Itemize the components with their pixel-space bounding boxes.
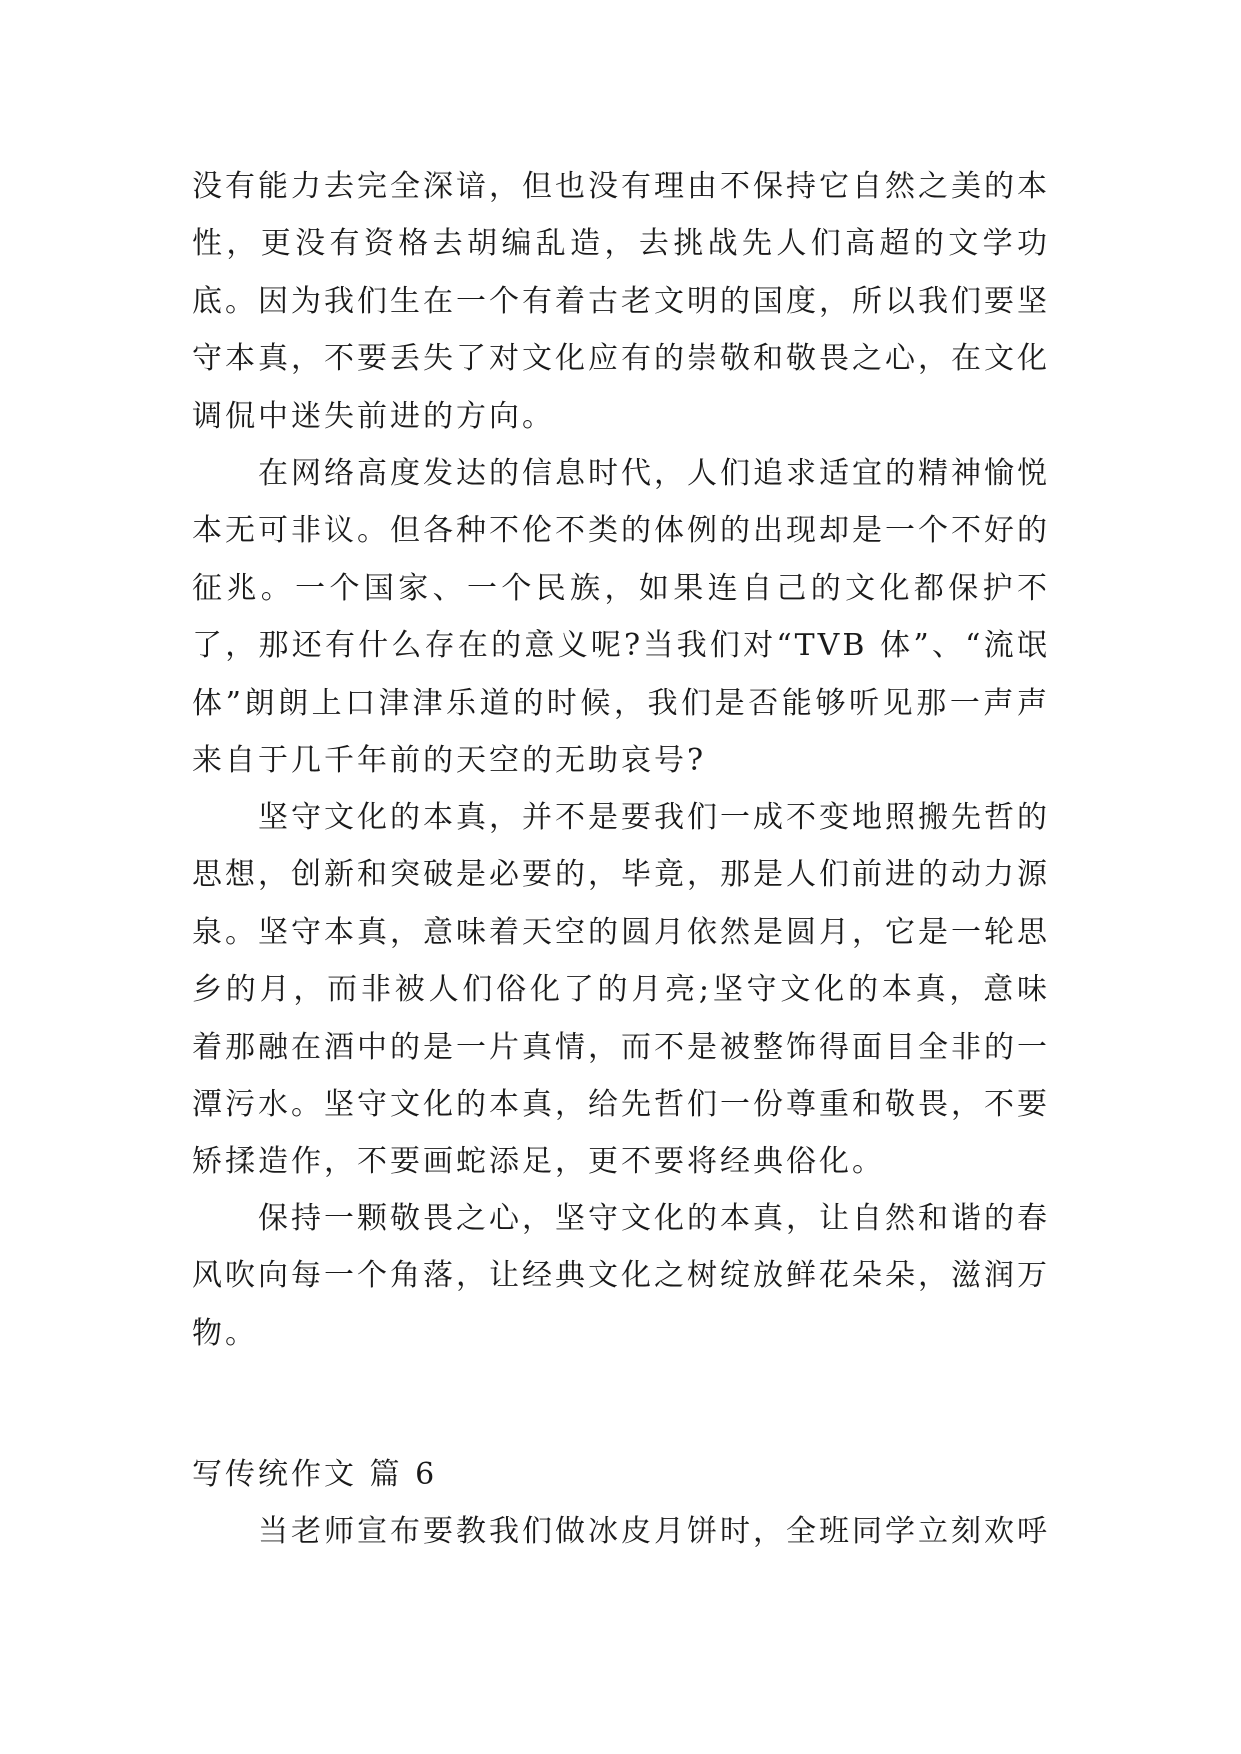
paragraph-1: 没有能力去完全深谙，但也没有理由不保持它自然之美的本性，更没有资格去胡编乱造，去挑战先人们高超的文学功底。因为我们生在一个有着古老文明的国度，所以我们要坚守本真，不要丢失了对文化应有的崇敬和敬畏之心，在文化调侃中迷失前进的方向。 [192, 169, 1050, 434]
paragraph-3: 坚守文化的本真，并不是要我们一成不变地照搬先哲的思想，创新和突破是必要的，毕竟，那是人们前进的动力源泉。坚守本真，意味着天空的圆月依然是圆月，它是一轮思乡的月，而非被人们俗化了的月亮;坚守文化的本真，意味着那融在酒中的是一片真情，而不是被整饰得面目全非的一潭污水。坚守文化的本真，给先哲们一份尊重和敬畏，不要矫揉造作，不要画蛇添足，更不要将经典俗化。 [192, 800, 1050, 1180]
section-heading: 写传统作文 篇 6 [192, 1457, 438, 1492]
paragraph-5: 当老师宣布要教我们做冰皮月饼时，全班同学立刻欢呼 [258, 1514, 1050, 1549]
text-block [192, 789, 1050, 1191]
text-block [192, 1503, 1050, 1560]
text-block [192, 1190, 1050, 1362]
paragraph-4: 保持一颗敬畏之心，坚守文化的本真，让自然和谐的春风吹向每一个角落，让经典文化之树绽放鲜花朵朵，滋润万物。 [192, 1201, 1050, 1351]
text-block [192, 158, 1050, 445]
text-block [192, 445, 1050, 789]
paragraph-2: 在网络高度发达的信息时代，人们追求适宜的精神愉悦本无可非议。但各种不伦不类的体例的出现却是一个不好的征兆。一个国家、一个民族，如果连自己的文化都保护不了，那还有什么存在的意义呢?当我们对“TVB 体”、“流氓体”朗朗上口津津乐道的时候，我们是否能够听见那一声声来自于几千年前的天空的无助哀号? [192, 456, 1050, 779]
